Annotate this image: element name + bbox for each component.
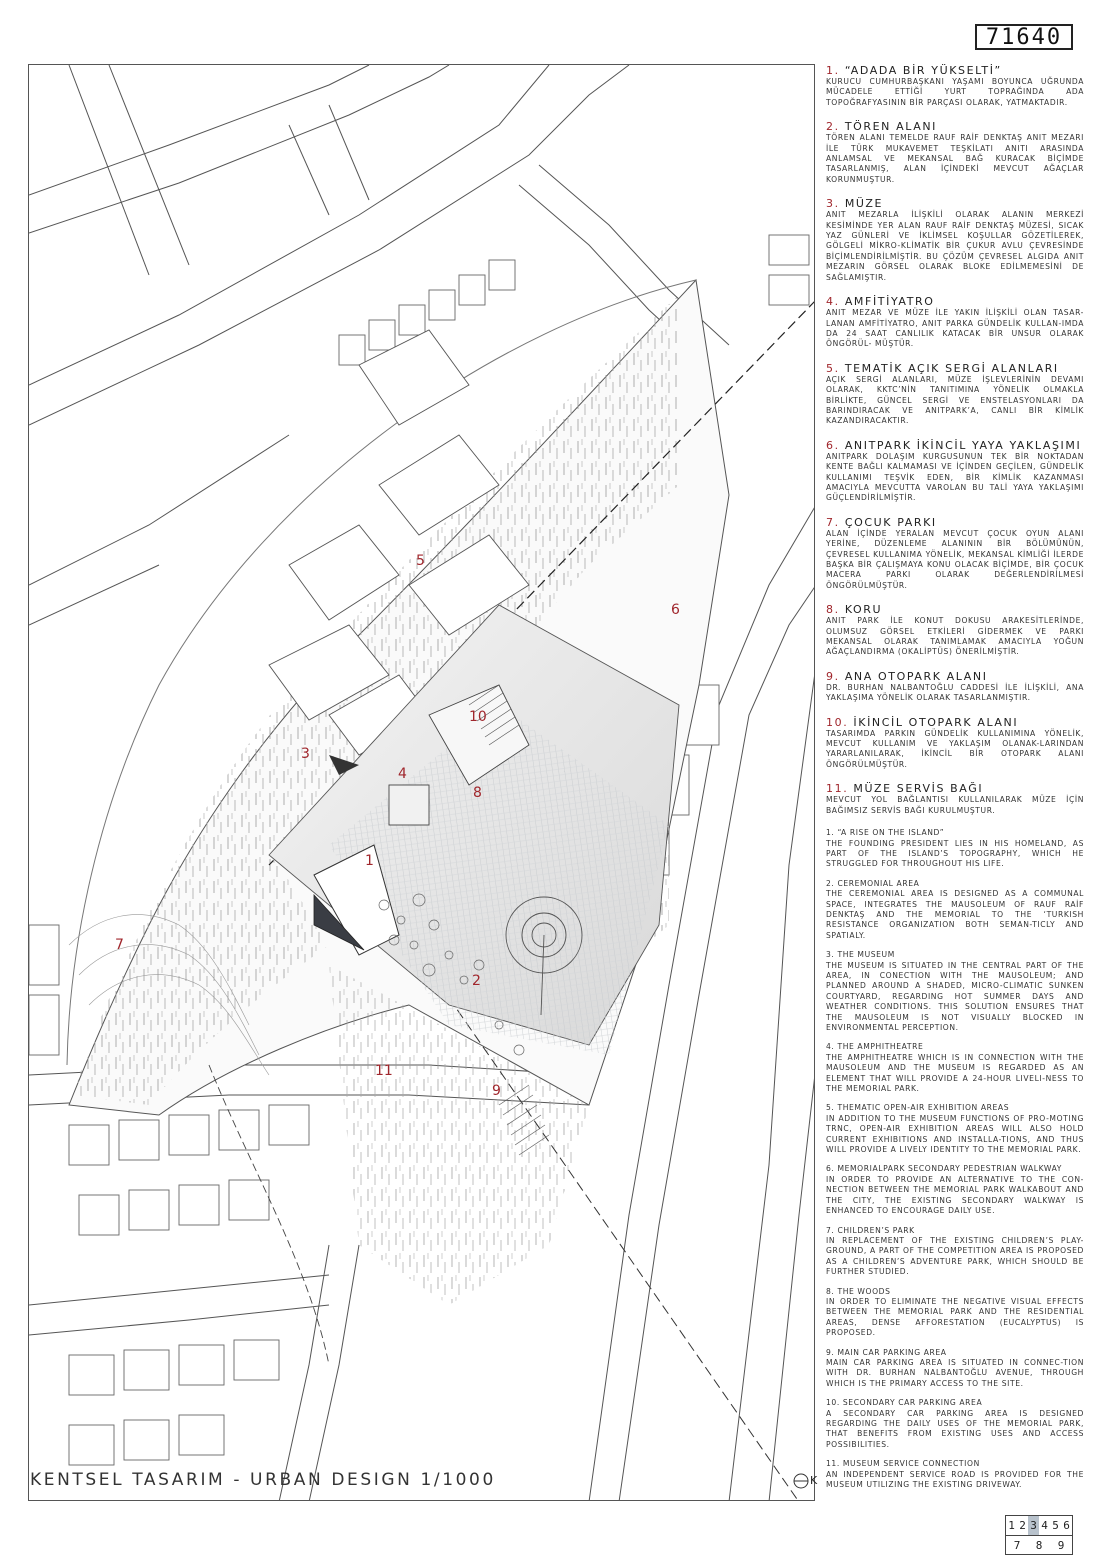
- note-tr-title: ÇOCUK PARKI: [844, 515, 937, 529]
- sheet-index-cell: 7: [1013, 1539, 1021, 1552]
- note-tr-title: TEMATİK AÇIK SERGİ ALANLARI: [844, 361, 1059, 375]
- note-tr-title: İKİNCİL OTOPARK ALANI: [853, 715, 1019, 729]
- note-tr-heading: [826, 716, 1084, 729]
- note-en-item: [826, 1226, 1084, 1278]
- note-tr-number: 3.: [826, 197, 840, 211]
- note-tr-item: [826, 670, 1084, 704]
- note-en-item: [826, 1459, 1084, 1490]
- plan-label-2: 2: [472, 973, 481, 989]
- note-en-heading: 10. SECONDARY CAR PARKING AREA: [826, 1398, 983, 1408]
- plan-label-9: 9: [492, 1083, 501, 1099]
- note-tr-body: ANITPARK DOLAŞIM KURGUSUNUN TEK BİR NOKTADAN KENTE BAĞLI KALMAMASI VE İÇİNDEN GEÇİLEN, GÜNDELİK KULLANIMI TEŞVİK EDEN, BİR KİMLİK KAZANMASI AMACIYLA MEVCUTTA VAROLAN BU TALİ YAYA YAKLAŞIMI GÜÇLENDİRİLMİŞTİR.: [826, 451, 1084, 503]
- note-en-item: [826, 1398, 1084, 1450]
- plan-label-1: 1: [365, 853, 374, 869]
- note-tr-item: [826, 603, 1084, 658]
- note-en-body: THE MUSEUM IS SITUATED IN THE CENTRAL PART OF THE AREA, IN CONECTION WITH THE MAUSOLEUM; AND PLANNED AROUND A SHADED, MICRO-CLIMATIC SUNKEN COURTYARD, REGARDING HOT SUMMER DAYS AND WEATHER CONDITIONS. THIS SOLUTION ENSURES THAT THE MAUSOLEUM IS NOT VISUALLY BLOCKED IN ENVIRONMENTAL PERCEPTION.: [826, 960, 1084, 1032]
- note-en-item: [826, 828, 1084, 870]
- sheet-index-cell: 5: [1052, 1519, 1059, 1532]
- note-en-heading: 5. THEMATIC OPEN-AIR EXHIBITION AREAS: [826, 1103, 1010, 1113]
- note-tr-number: 4.: [826, 295, 840, 309]
- note-tr-body: AÇIK SERGİ ALANLARI, MÜZE İŞLEVLERİNİN DEVAMI OLARAK, KKTC’NİN TANITIMINA YÖNELİK OLMAKLA BİRLİKTE, GÜNCEL SERGİ VE ENSTELASYONLARI DA BARINDIRACAK VE ANITPARK’A, CANLI BİR KİMLİK KAZANDIRACAKTIR.: [826, 374, 1084, 426]
- sheet-index-cell: 4: [1041, 1519, 1048, 1532]
- note-tr-item: [826, 439, 1084, 504]
- drawing-title: KENTSEL TASARIM - URBAN DESIGN 1/1000: [30, 1470, 496, 1490]
- note-tr-item: [826, 197, 1084, 283]
- note-tr-item: [826, 362, 1084, 427]
- note-tr-body: TÖREN ALANI TEMELDE RAUF RAİF DENKTAŞ ANIT MEZARI İLE TÜRK MUKAVEMET TEŞKİLATI ANITI ARASINDA ANLAMSAL VE MEKANSAL BAĞ KURACAK BİÇİMDE TASARLANMIŞ, ALAN İÇİNDEKİ MEVCUT AĞAÇLAR KORUNMUŞTUR.: [826, 133, 1084, 184]
- note-en-heading: 2. CEREMONIAL AREA: [826, 878, 920, 888]
- plan-label-3: 3: [301, 746, 310, 762]
- north-label: K: [810, 1474, 818, 1487]
- note-tr-title: ANITPARK İKİNCİL YAYA YAKLAŞIMI: [844, 438, 1082, 452]
- note-tr-title: “ADADA BİR YÜKSELTİ”: [844, 64, 1002, 77]
- note-tr-heading: [826, 64, 1084, 77]
- note-tr-title: TÖREN ALANI: [844, 120, 938, 134]
- note-tr-heading: [826, 670, 1084, 683]
- note-tr-title: MÜZE SERVİS BAĞI: [853, 782, 984, 796]
- note-en-body: IN ADDITION TO THE MUSEUM FUNCTIONS OF PRO-MOTING TRNC, OPEN-AIR EXHIBITION AREAS WILL ALSO HOLD CURRENT EXHIBITIONS AND INSTALLA-TIONS, AND THUS WILL PROVIDE A LIVELY IDENTITY TO THE MEMORIAL PARK.: [826, 1113, 1084, 1155]
- note-tr-item: [826, 64, 1084, 108]
- note-en-body: THE AMPHITHEATRE WHICH IS IN CONNECTION WITH THE MAUSOLEUM AND THE MUSEUM IS REGARDED AS AN ELEMENT THAT WILL PROVIDE A 24-HOUR LIVELI-NESS TO THE MEMORIAL PARK.: [826, 1052, 1084, 1094]
- north-arrow-icon: [792, 1470, 822, 1492]
- note-tr-item: [826, 120, 1084, 185]
- note-en-item: [826, 1164, 1084, 1216]
- sheet-index-cell: 8: [1035, 1539, 1043, 1552]
- note-tr-item: [826, 516, 1084, 591]
- note-tr-body: ALAN İÇİNDE YERALAN MEVCUT ÇOCUK OYUN ALANI YERİNE, DÜZENLEME ALANININ BİR BÖLÜMÜNÜN, ÇEVRESEL KULLANIMA YÖNELİK, MEKANSAL KİMLİĞİ İLERDE BAŞKA BİR ÇALIŞMAYA KONU OLACAK BİÇİMDE, BİR ÇOCUK MACERA PARKI OLARAK DEĞERLENDİRİLMESİ ÖNGÖRÜLMÜŞTÜR.: [826, 528, 1084, 590]
- note-tr-heading: [826, 439, 1084, 452]
- sheet-index-row-2: [1006, 1535, 1072, 1555]
- note-tr-heading: [826, 362, 1084, 375]
- note-en-heading: 7. CHILDREN’S PARK: [826, 1225, 915, 1235]
- note-tr-heading: [826, 295, 1084, 308]
- notes-panel: [826, 64, 1084, 1499]
- note-tr-title: ANA OTOPARK ALANI: [844, 669, 988, 683]
- note-tr-body: KURUCU CUMHURBAŞKANI YAŞAMI BOYUNCA UĞRUNDA MÜCADELE ETTİĞİ YURT TOPRAĞINDA ADA TOPOĞRAFYASININ BİR PARÇASI OLARAK, YATMAKTADIR.: [826, 77, 1084, 107]
- note-tr-number: 10.: [826, 715, 849, 729]
- note-tr-item: [826, 295, 1084, 350]
- note-en-item: [826, 1103, 1084, 1155]
- amphitheatre: [389, 785, 429, 825]
- note-tr-body: ANIT MEZARLA İLİŞKİLİ OLARAK ALANIN MERKEZİ KESİMİNDE YER ALAN RAUF RAİF DENKTAŞ MÜZESİ, SICAK YAZ GÜNLERİ VE İKLİMSEL KOŞULLAR GÖZETİLEREK, GÖLGELİ MİKRO-KLİMATİK BİR ÇUKUR AVLU ÇEVRESİNDE BİÇİMLENDİRİLMİŞTİR. BU ÇÖZÜM ÇEVRESEL ALGIDA ANIT MEZARIN GÖRSEL OLARAK BLOKE EDİLMEMESİNİ DE SAĞLAMIŞTIR.: [826, 210, 1084, 282]
- note-tr-item: [826, 716, 1084, 771]
- note-tr-title: MÜZE: [844, 197, 884, 211]
- note-en-body: A SECONDARY CAR PARKING AREA IS DESIGNED REGARDING THE DAILY USES OF THE MEMORIAL PARK, THAT BENEFITS FROM EXISTING USES AND ACCESS POSSIBILITIES.: [826, 1408, 1084, 1449]
- note-tr-heading: [826, 603, 1084, 616]
- note-en-heading: 4. THE AMPHITHEATRE: [826, 1042, 924, 1052]
- note-en-heading: 9. MAIN CAR PARKING AREA: [826, 1347, 947, 1357]
- note-en-body: THE FOUNDING PRESIDENT LIES IN HIS HOMELAND, AS PART OF THE ISLAND’S TOPOGRAPHY, WHICH HE STRUGGLED FOR THROUGHOUT HIS LIFE.: [826, 838, 1084, 869]
- note-en-item: [826, 879, 1084, 941]
- note-tr-number: 11.: [826, 782, 849, 796]
- note-tr-number: 5.: [826, 361, 840, 375]
- note-en-heading: 1. “A RISE ON THE ISLAND”: [826, 828, 945, 838]
- note-en-body: IN REPLACEMENT OF THE EXISTING CHILDREN’S PLAY-GROUND, A PART OF THE COMPETITION AREA IS PROPOSED AS A CHILDREN’S ADVENTURE PARK, WHICH SHOULD BE FURTHER STUDIED.: [826, 1235, 1084, 1277]
- note-tr-body: ANIT MEZAR VE MÜZE İLE YAKIN İLİŞKİLİ OLAN TASAR-LANAN AMFİTİYATRO, ANIT PARKA GÜNDELİK KULLAN-IMDA DA 24 SAAT CANLILIK KATACAK BİR UNSUR OLARAK ÖNGÖRÜL- MÜŞTÜR.: [826, 308, 1084, 349]
- sheet-index-cell: 2: [1019, 1519, 1026, 1532]
- note-en-body: MAIN CAR PARKING AREA IS SITUATED IN CONNEC-TION WITH DR. BURHAN NALBANTOĞLU AVENUE, THROUGH WHICH IS THE PRIMARY ACCESS TO THE SITE.: [826, 1357, 1084, 1388]
- project-id: 71640: [975, 24, 1073, 50]
- sheet-index: [1005, 1515, 1073, 1555]
- plan-label-8: 8: [473, 785, 482, 801]
- sheet-index-cell: 1: [1008, 1519, 1015, 1532]
- note-tr-number: 7.: [826, 515, 840, 529]
- note-en-heading: 3. THE MUSEUM: [826, 950, 895, 960]
- note-en-heading: 11. MUSEUM SERVICE CONNECTION: [826, 1459, 980, 1469]
- note-tr-body: DR. BURHAN NALBANTOĞLU CADDESİ İLE İLİŞKİLİ, ANA YAKLAŞIMA YÖNELİK OLARAK TASARLANMIŞTIR.: [826, 682, 1084, 703]
- sheet-index-row-1: [1006, 1516, 1072, 1535]
- note-tr-body: TASARIMDA PARKIN GÜNDELİK KULLANIMINA YÖNELİK, MEVCUT KULLANIM VE YAKLAŞIM OLANAK-LARINDAN YARARLANILARAK, İKİNCİL BİR OTOPARK ALANI ÖNGÖRÜLMÜŞTÜR.: [826, 728, 1084, 769]
- note-tr-heading: [826, 782, 1084, 795]
- sheet-index-cell: 6: [1063, 1519, 1070, 1532]
- plan-label-5: 5: [416, 553, 425, 569]
- note-tr-number: 2.: [826, 120, 840, 134]
- note-tr-number: 1.: [826, 64, 840, 77]
- site-plan-drawing: [29, 65, 818, 1501]
- note-tr-body: ANIT PARK İLE KONUT DOKUSU ARAKESİTLERİNDE, OLUMSUZ GÖRSEL ETKİLERİ GİDERMEK VE PARKI MEKANSAL OLARAK TANIMLAMAK AMACIYLA YOĞUN AĞAÇLANDIRMA (OKALİPTÜS) ÖNERİLMİŞTİR.: [826, 616, 1084, 657]
- note-tr-body: MEVCUT YOL BAĞLANTISI KULLANILARAK MÜZE İÇİN BAĞIMSIZ SERVİS BAĞI KURULMUŞTUR.: [826, 795, 1084, 815]
- note-tr-heading: [826, 197, 1084, 210]
- note-tr-number: 6.: [826, 438, 840, 452]
- plan-label-11: 11: [375, 1063, 393, 1079]
- note-tr-title: AMFİTİYATRO: [844, 295, 935, 309]
- note-en-body: IN ORDER TO PROVIDE AN ALTERNATIVE TO THE CON-NECTION BETWEEN THE MEMORIAL PARK WALKABOUT AND THE CITY, THE EXISTING SECONDARY WALKWAY IS ENHANCED TO ENCOURAGE DAILY USE.: [826, 1174, 1084, 1216]
- sheet-index-cell: 9: [1057, 1539, 1065, 1552]
- sheet-index-cell: 3: [1028, 1516, 1039, 1535]
- plan-label-6: 6: [671, 602, 680, 618]
- note-en-body: THE CEREMONIAL AREA IS DESIGNED AS A COMMUNAL SPACE, INTEGRATES THE MAUSOLEUM OF RAUF RAİF DENKTAŞ AND THE MEMORIAL TO THE ‘TURKISH RESISTANCE ORGANIZATION BOTH SEMAN-TICLY AND SPATIALY.: [826, 889, 1084, 940]
- note-en-body: IN ORDER TO ELIMINATE THE NEGATIVE VISUAL EFFECTS BETWEEN THE MEMORIAL PARK AND THE RESIDENTIAL AREAS, DENSE AFFORESTATION (EUCALYPTUS) IS PROPOSED.: [826, 1296, 1084, 1338]
- note-tr-number: 8.: [826, 603, 840, 617]
- plan-label-10: 10: [469, 709, 487, 725]
- note-tr-number: 9.: [826, 669, 840, 683]
- plan-label-4: 4: [398, 766, 407, 782]
- north-arrow: [792, 1470, 822, 1492]
- plan-label-7: 7: [115, 937, 124, 953]
- note-tr-item: [826, 782, 1084, 816]
- note-en-heading: 6. MEMORIALPARK SECONDARY PEDESTRIAN WALKWAY: [826, 1164, 1063, 1174]
- note-en-item: [826, 1348, 1084, 1390]
- note-en-heading: 8. THE WOODS: [826, 1286, 891, 1296]
- note-tr-title: KORU: [844, 603, 883, 617]
- site-plan: [28, 64, 818, 1501]
- note-tr-heading: [826, 120, 1084, 133]
- note-en-body: AN INDEPENDENT SERVICE ROAD IS PROVIDED FOR THE MUSEUM UTILIZING THE EXISTING DRIVEWAY.: [826, 1469, 1084, 1490]
- note-en-item: [826, 1042, 1084, 1094]
- note-en-item: [826, 1287, 1084, 1339]
- note-en-item: [826, 950, 1084, 1033]
- note-tr-heading: [826, 516, 1084, 529]
